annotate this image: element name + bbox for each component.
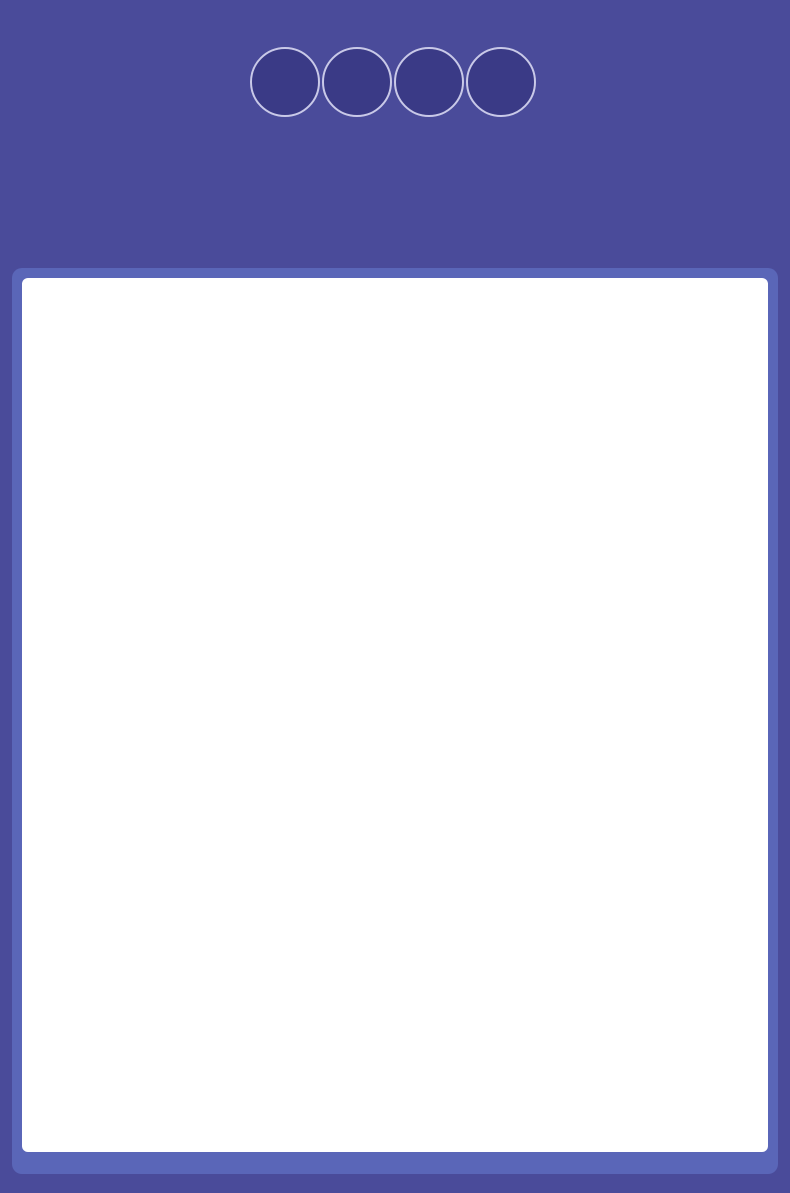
- legend-column-3: [542, 278, 768, 1152]
- legend-column-1: [22, 278, 282, 1152]
- badge: [466, 47, 536, 117]
- header: [0, 0, 790, 270]
- legend-panel: [22, 278, 768, 1152]
- legend-column-2: [277, 278, 527, 1152]
- title-badges: [250, 47, 536, 117]
- badge: [322, 47, 392, 117]
- badge: [250, 47, 320, 117]
- badge: [394, 47, 464, 117]
